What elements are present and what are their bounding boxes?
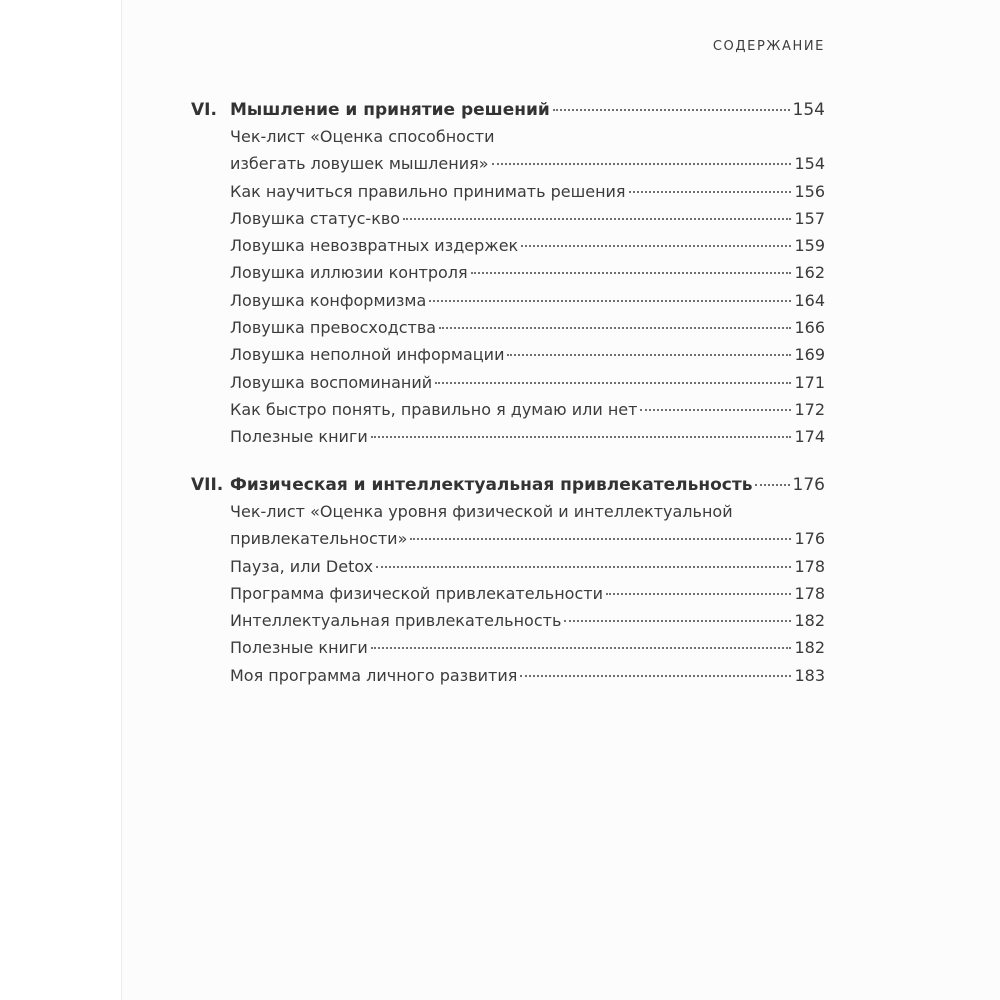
entry-title: избегать ловушек мышления» [230,154,489,174]
entry-title: Полезные книги [230,427,368,447]
toc-section-vii [191,472,825,689]
toc-entry[interactable] [230,396,825,423]
dot-leader [439,327,791,329]
entry-title: Ловушка воспоминаний [230,372,433,392]
dot-leader [640,409,791,411]
toc-entry[interactable] [230,259,825,286]
dot-leader [376,566,791,568]
entry-title: Как научиться правильно принимать решения [230,181,626,201]
entry-title: Программа физической привлекательности [230,583,603,603]
page-number: 178 [794,556,825,576]
toc-entry[interactable] [230,205,825,232]
toc-entry[interactable] [230,232,825,259]
entry-title: Как быстро понять, правильно я думаю или нет [230,399,638,419]
toc-entry[interactable] [230,341,825,368]
entry-title: Ловушка статус-кво [230,208,401,228]
section-heading[interactable] [191,472,825,498]
page-number: 178 [794,583,825,603]
dot-leader [410,538,791,540]
entry-title: Полезные книги [230,638,368,658]
page-number: 182 [794,638,825,658]
page-number: 154 [794,154,825,174]
toc-entry[interactable] [230,634,825,661]
dot-leader [564,620,791,622]
page-number: 164 [794,290,825,310]
section-title: Физическая и интеллектуальная привлекательность [230,475,753,495]
page-number: 162 [794,263,825,283]
dot-leader [755,484,789,486]
entry-title: Пауза, или Detox [230,556,374,576]
dot-leader [492,163,792,165]
page-number: 157 [794,208,825,228]
dot-leader [606,593,791,595]
section-numeral: VI. [191,100,217,120]
dot-leader [629,191,792,193]
page-number: 154 [792,100,825,120]
dot-leader [553,109,790,111]
dot-leader [471,272,792,274]
entry-title: привлекательности» [230,529,408,549]
dot-leader [429,300,791,302]
page-number: 169 [794,345,825,365]
toc-entry[interactable] [230,287,825,314]
toc-entry[interactable] [230,314,825,341]
toc-entry[interactable] [230,369,825,396]
entry-title: Ловушка невозвратных издержек [230,236,519,256]
entry-title: Ловушка превосходства [230,318,437,338]
dot-leader [435,382,791,384]
entry-title: Ловушка иллюзии контроля [230,263,468,283]
entry-title: Ловушка неполной информации [230,345,505,365]
dot-leader [507,354,791,356]
running-head: СОДЕРЖАНИЕ [712,39,825,54]
dot-leader [403,218,791,220]
toc-entry[interactable] [230,553,825,580]
page-number: 166 [794,318,825,338]
toc-entry[interactable] [230,607,825,634]
section-numeral: VII. [191,475,224,495]
page-number: 176 [794,529,825,549]
dot-leader [520,675,791,677]
section-title: Мышление и принятие решений [230,100,550,120]
entry-title-line: Чек-лист «Оценка способности [230,127,495,146]
entry-title: Ловушка конформизма [230,290,427,310]
page-number: 156 [794,181,825,201]
toc-entry[interactable] [230,580,825,607]
page-number: 183 [794,665,825,685]
dot-leader [371,436,792,438]
toc-entry[interactable] [230,662,825,689]
section-heading[interactable] [191,97,825,123]
toc-entries [230,498,825,689]
page-number: 176 [792,475,825,495]
toc-section-vi [191,97,825,451]
toc-entry[interactable] [230,123,825,178]
toc-entry[interactable] [230,178,825,205]
entry-title: Интеллектуальная привлекательность [230,611,562,631]
entry-title-line: Чек-лист «Оценка уровня физической и интеллектуальной [230,502,733,521]
toc-entry[interactable] [230,423,825,450]
page-number: 159 [794,236,825,256]
book-page [121,0,1000,1000]
page-number: 172 [794,399,825,419]
toc-entry[interactable] [230,498,825,553]
dot-leader [371,647,792,649]
entry-title: Моя программа личного развития [230,665,518,685]
page-number: 174 [794,427,825,447]
dot-leader [521,245,791,247]
page-number: 171 [794,372,825,392]
toc-entries [230,123,825,451]
page-number: 182 [794,611,825,631]
